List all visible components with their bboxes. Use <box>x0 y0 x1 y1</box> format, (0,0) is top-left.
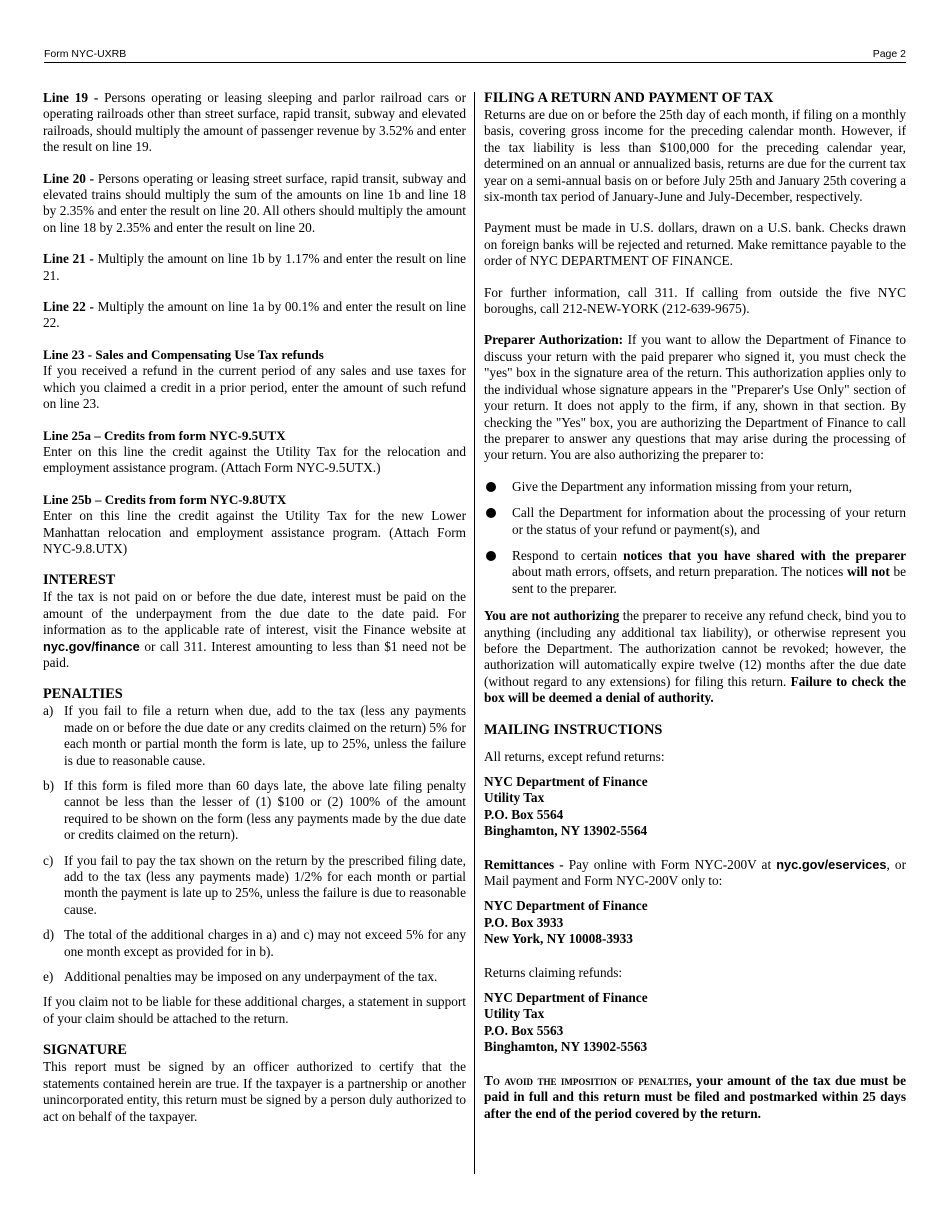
signature-heading: SIGNATURE <box>43 1042 127 1059</box>
page-header <box>44 48 906 62</box>
line22-instruction: Line 22 - Multiply the amount on line 1a by 00.1% and enter the result on line 22. <box>43 299 466 331</box>
line20-instruction: Line 20 - Persons operating or leasing street surface, rapid transit, subway and elevated trains should multiply the sum of the amounts on line 1b and line 18 by 2.35% and enter the result on line 20. All others should multiply the amount on line 18 by 2.35% and enter the result on line 20. <box>43 170 467 235</box>
filing-text: Returns are due on or before the 25th day of each month, if filing on a monthly basis, covering gross income for the preceding calendar month. However, if the tax liability is less than $100,000 for the preceding calendar year, determined on an annual or annualized basis, returns are due for the current tax year on a semi-annual basis on or before July 25th and January 25th covering a six-month tax period of January-June and July-December, respectively. <box>484 107 906 205</box>
interest-heading: INTEREST <box>43 572 116 589</box>
line25b-heading: Line 25b – Credits from form NYC-9.8UTX <box>43 491 287 507</box>
line25b-text: Enter on this line the credit against the Utility Tax for the new Lower Manhattan relocation and employment assistance program. (Attach Form NYC-9.8.UTX) <box>43 508 466 556</box>
line21-instruction: Line 21 - Multiply the amount on line 1b by 1.17% and enter the result on line 21. <box>43 251 467 283</box>
list-item: a) If you fail to file a return when due, add to the tax (less any payments made on or before the due date or any credits claimed on the return) 5% for each month or partial month the form is late, up to 25%, unless the failure is due to reasonable cause. <box>43 703 466 768</box>
payment-text: Payment must be made in U.S. dollars, drawn on a U.S. bank. Checks drawn on foreign banks will be rejected and returned. Make remittance payable to the order of NYC DEPARTMENT OF FINANCE. <box>484 220 906 269</box>
preparer-bullets <box>484 479 906 597</box>
filing-heading: FILING A RETURN AND PAYMENT OF TAX <box>484 90 774 106</box>
bullet-icon <box>486 551 496 561</box>
mailing-heading: MAILING INSTRUCTIONS <box>484 721 663 738</box>
line25a-text: Enter on this line the credit against the Utility Tax for the relocation and employment assistance program. (Attach Form NYC-9.5UTX.) <box>43 443 466 476</box>
mailing-address-refunds: NYC Department of Finance Utility Tax P.O. Box 5563 Binghamton, NY 13902-5563 <box>484 990 648 1055</box>
header-rule <box>44 62 906 63</box>
bullet-icon <box>486 482 496 492</box>
mailing-intro: All returns, except refund returns: <box>484 748 665 764</box>
remittances-text: Remittances - Pay online with Form NYC-200V at nyc.gov/eservices, or Mail payment and Form NYC-200V only to: <box>484 856 906 889</box>
list-item: e) Additional penalties may be imposed on any underpayment of the tax. <box>43 969 438 985</box>
refunds-intro: Returns claiming refunds: <box>484 964 623 980</box>
list-item: Give the Department any information missing from your return, <box>484 479 906 495</box>
right-column <box>484 90 906 1137</box>
mailing-address-remittances: NYC Department of Finance P.O. Box 3933 New York, NY 10008-3933 <box>484 898 648 947</box>
info-text: For further information, call 311. If calling from outside the five NYC boroughs, call 212-NEW-YORK (212-639-9675). <box>484 284 906 317</box>
not-authorizing-text: You are not authorizing the preparer to receive any refund check, bind you to anything (including any additional tax liability), or otherwise represent you before the Department. The authorization cannot be revoked; however, the authorization will automatically expire twelve (12) months after the due date (without regard to any extensions) for filing this return. Failure to check the box will be deemed a denial of authority. <box>484 608 907 706</box>
line23-heading: Line 23 - Sales and Compensating Use Tax refunds <box>43 346 324 362</box>
line25a-heading: Line 25a – Credits from form NYC-9.5UTX <box>43 427 286 443</box>
penalties-heading: PENALTIES <box>43 686 123 703</box>
penalties-list <box>43 703 466 985</box>
finance-link[interactable]: nyc.gov/finance <box>43 638 140 654</box>
line19-instruction: Line 19 - Persons operating or leasing sleeping and parlor railroad cars or operating railroads other than street surface, rapid transit, subway and elevated railroads, should multiply the amount of passenger revenue by 3.52% and enter the result on line 19. <box>43 90 466 155</box>
list-item: Call the Department for information about the processing of your return or the status of your refund or payment(s), and <box>484 505 906 538</box>
list-item: Respond to certain notices that you have shared with the preparer about math errors, offsets, and return preparation. The notices will not be sent to the preparer. <box>484 548 906 597</box>
preparer-authorization: Preparer Authorization: If you want to allow the Department of Finance to discuss your return with the paid preparer who signed it, you must check the "yes" box in the signature area of the return. This authorization applies only to the individual whose signature appears in the "Preparer's Use Only" section of your return. It does not apply to the firm, if any, shown in that section. By checking the "Yes" box, you are authorizing the Department of Finance to call the preparer to answer any questions that may arise during the processing of your return. You are also authorizing the preparer to: <box>484 332 906 463</box>
list-item: b) If this form is filed more than 60 days late, the above late filing penalty cannot be less than the lesser of (1) $100 or (2) 100% of the amount required to be shown on the form (less any payments made by the due date or credits claimed on the return). <box>43 778 466 843</box>
penalty-avoidance-note: To avoid the imposition of penalties, your amount of the tax due must be paid in full and this return must be filed and postmarked within 25 days after the end of the period covered by the return. <box>484 1072 907 1121</box>
left-column <box>43 90 466 1140</box>
page-number: Page 2 <box>872 48 906 60</box>
mailing-address-returns: NYC Department of Finance Utility Tax P.O. Box 5564 Binghamton, NY 13902-5564 <box>484 774 648 839</box>
form-id: Form NYC-UXRB <box>44 48 127 60</box>
interest-text: If the tax is not paid on or before the due date, interest must be paid on the amount of the underpayment from the due date to the date paid. For information as to the applicable rate of interest, visit the Finance website at nyc.gov/finance or call 311. Interest amounting to less than $1 need not be paid. <box>43 589 467 670</box>
column-divider <box>474 92 475 1174</box>
list-item: d) The total of the additional charges in a) and c) may not exceed 5% for any one month except as provided for in b). <box>43 927 466 959</box>
penalties-closing: If you claim not to be liable for these additional charges, a statement in support of your claim should be attached to the return. <box>43 994 466 1026</box>
signature-text: This report must be signed by an officer authorized to certify that the statements contained herein are true. If the taxpayer is a partnership or another unincorporated entity, this return must be signed by a person duly authorized to act on behalf of the taxpayer. <box>43 1059 466 1124</box>
line23-text: If you received a refund in the current period of any sales and use taxes for which you claimed a credit in a prior period, enter the amount of such refund on line 23. <box>43 363 466 412</box>
eservices-link[interactable]: nyc.gov/eservices <box>776 856 887 872</box>
bullet-icon <box>486 508 496 518</box>
list-item: c) If you fail to pay the tax shown on the return by the prescribed filing date, add to the tax (less any payments made) 1/2% for each month or partial month the payment is late up to 25%, unless the failure is due to reasonable cause. <box>43 852 466 917</box>
